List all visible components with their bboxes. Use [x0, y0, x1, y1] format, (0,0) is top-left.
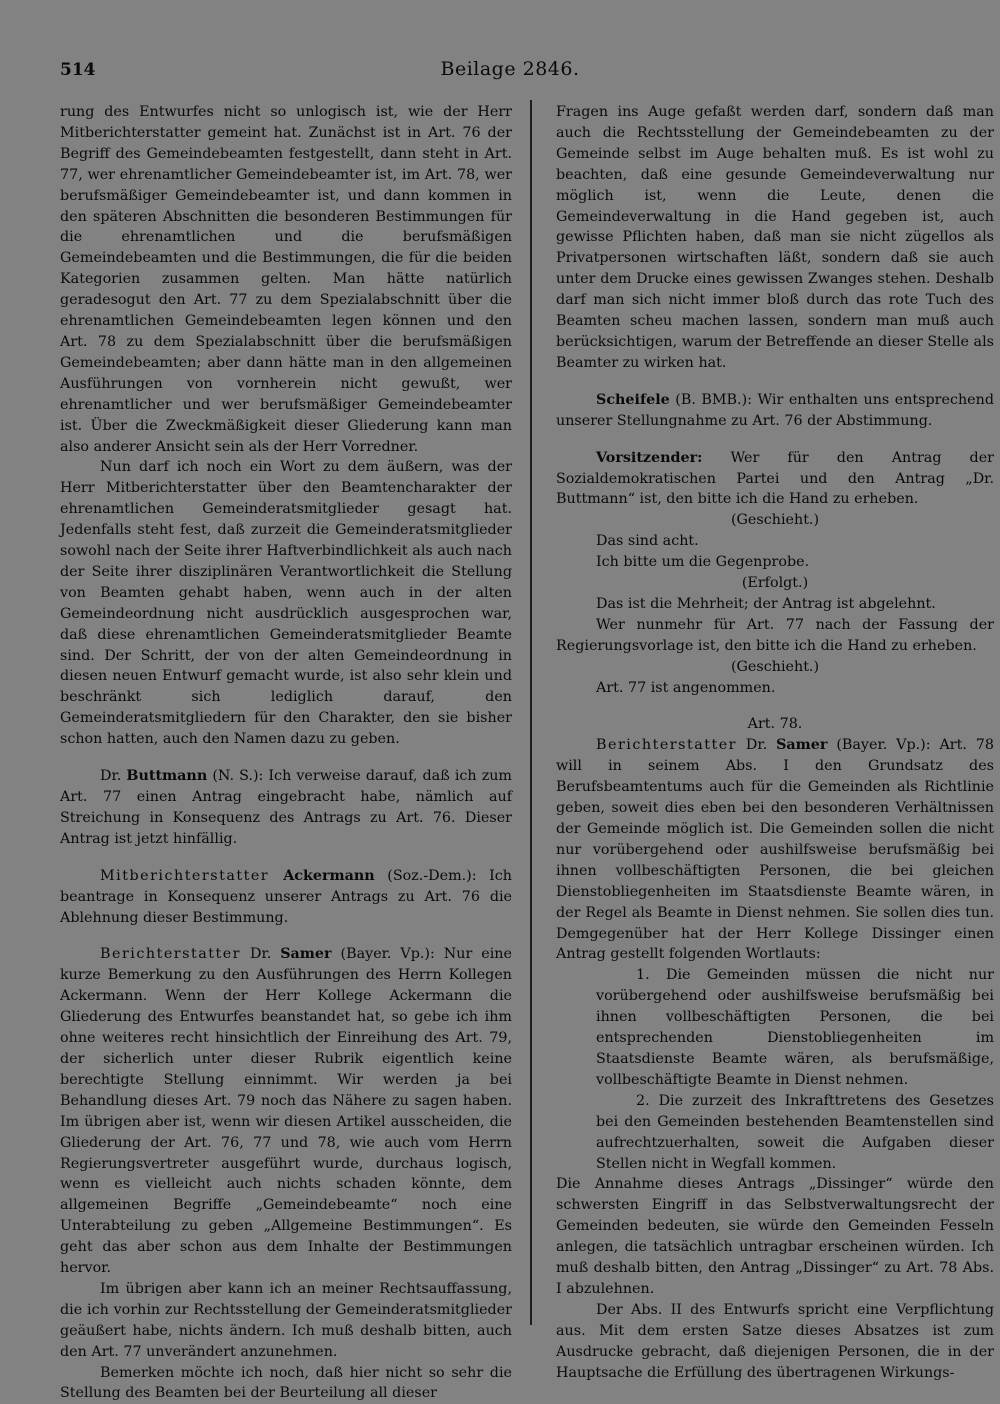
speech-text: Wer für den Antrag der Sozialdemokratischen Partei und den Antrag „Dr. Buttmann“ ist, den bitte ich die Hand zu erheben.	[556, 449, 994, 508]
page-number: 514	[60, 60, 96, 80]
column-divider	[530, 100, 532, 1325]
speaker-paragraph	[60, 766, 512, 850]
procedural-note: (Erfolgt.)	[741, 575, 809, 592]
speech-text: (Soz.-Dem.): Ich beantrage in Konsequenz unserer Antrags zu Art. 76 die Ablehnung dieser Bestimmung.	[60, 867, 512, 926]
speaker-paragraph	[556, 390, 994, 432]
speaker-paragraph	[60, 944, 512, 1279]
right-column	[556, 102, 994, 1383]
speaker-paragraph	[60, 866, 512, 929]
paragraph: Nun darf ich noch ein Wort zu dem äußern, was der Herr Mitberichterstatter über den Beamtencharakter der ehrenamtlichen Gemeinderatsmitglieder gesagt hat. Jedenfalls steht fest, daß zurzeit die Gemeinderatsmitglieder sowohl nach der Seite ihrer Haftverbindlichkeit als auch nach der Seite ihrer disziplinären Verantwortlichkeit die Stellung von Beamten gehabt haben, wenn auch in der alten Gemeindeordnung nicht ausdrücklich ausgesprochen war, daß diese ehrenamtlichen Gemeinderatsmitglieder Beamte sind. Der Schritt, der von der alten Gemeindeordnung in diesen neuen Entwurf gemacht wurde, ist also sehr klein und beschränkt sich lediglich darauf, den Gemeinderatsmitgliedern für den Charakter, den sie bisher schon hatten, auch den Namen dazu zu geben.	[60, 459, 512, 748]
speech-text: (Bayer. Vp.): Nur eine kurze Bemerkung zu den Ausführungen des Herrn Kollegen Ackermann. Wenn der Herr Kollege Ackermann die Gliederung des Entwurfes beanstandet hat, so gebe ich ihm ohne weiteres recht hinsichtlich der Einreihung des Art. 79, der sicherlich unter dieser Rubrik eigentlich keine berechtigte Stellung einnimmt. Wir werden ja bei Behandlung dieses Art. 79 noch das Nähere zu sagen haben. Im übrigen aber ist, wenn wir diesen Artikel ausscheiden, die Gliederung der Art. 76, 77 und 78, wie auch vom Herrn Regierungsvertreter ausgeführt wurde, durchaus logisch, wenn es vielleicht auch nichts schaden könnte, dem allgemeinen Begriffe „Gemeindebeamte“ noch eine Unterabteilung zu geben „Allgemeine Bestimmungen“. Es geht das aber schon aus dem Inhalte der Bestimmungen hervor.	[60, 946, 512, 1277]
speaker-title: Dr.	[241, 946, 281, 963]
article-heading: Art. 78.	[747, 716, 803, 733]
paragraph: Im übrigen aber kann ich an meiner Rechtsauffassung, die ich vorhin zur Rechtsstellung der Gemeinderatsmitglieder geäußert habe, nichts ändern. Ich muß deshalb bitten, auch den Art. 77 unverändert anzunehmen.	[60, 1280, 512, 1360]
speaker-name: Buttmann	[126, 768, 208, 785]
speaker-name: Scheifele	[596, 391, 670, 408]
speaker-role: Berichterstatter	[100, 946, 242, 963]
page-header	[60, 58, 960, 88]
paragraph: Der Abs. II des Entwurfs spricht eine Verpflichtung aus. Mit dem ersten Satze dieses Absatzes ist zum Ausdrucke gebracht, daß diejenigen Personen, die in der Hauptsache die Erfüllung des übertragenen Wirkungs-	[556, 1301, 994, 1381]
paragraph: Fragen ins Auge gefaßt werden darf, sondern daß man auch die Rechtsstellung der Gemeindebeamten zu der Gemeinde selbst im Auge behalten muß. Es ist wohl zu beachten, daß eine gesunde Gemeindeverwaltung nur möglich ist, wenn die Leute, denen die Gemeindeverwaltung in die Hand gegeben ist, auch gewisse Pflichten haben, daß man sie nicht zügellos als Privatpersonen wirtschaften läßt, sondern daß sie auch unter dem Drucke eines gewissen Zwanges stehen. Deshalb darf man sich nicht immer bloß durch das rote Tuch des Beamten scheu machen lassen, sondern man muß auch berücksichtigen, warum der Betreffende an dieser Stelle als Beamter zu wirken hat.	[556, 104, 994, 371]
paragraph: Die Annahme dieses Antrags „Dissinger“ würde den schwersten Eingriff in das Selbstverwaltungsrecht der Gemeinden bedeuten, sie würde den Gemeinden Fesseln anlegen, die tatsächlich untragbar erscheinen würden. Ich muß deshalb bitten, den Antrag „Dissinger“ zu Art. 78 Abs. I abzulehnen.	[556, 1176, 994, 1297]
speech-text: (B. BMB.): Wir enthalten uns entsprechend unserer Stellungnahme zu Art. 76 der Abstimmung.	[556, 391, 994, 429]
paragraph: Wer nunmehr für Art. 77 nach der Fassung der Regierungsvorlage ist, den bitte ich die Hand zu erheben.	[556, 616, 994, 654]
speech-text: (N. S.): Ich verweise darauf, daß ich zum Art. 77 einen Antrag eingebracht habe, nämlich auf Streichung in Konsequenz des Antrags zu Art. 76. Dieser Antrag ist jetzt hinfällig.	[60, 768, 512, 847]
speaker-role: Berichterstatter	[596, 737, 738, 754]
speaker-name: Ackermann	[283, 867, 375, 884]
paragraph: Art. 77 ist angenommen.	[596, 679, 776, 696]
speech-text: (Bayer. Vp.): Art. 78 will in seinem Abs. I den Grundsatz des Berufsbeamtentums auch für die Gemeinden als Richtlinie geben, soweit dies eben bei den besonderen Verhältnissen der Gemeinde möglich ist. Die Gemeinden sollen die nicht nur vorübergehend oder aushilfsweise berufsmäßig bei ihnen vollbeschäftigten Personen, die bei gleichen Dienstobliegenheiten im Staatsdienste Beamte wären, in der Regel als Beamte in Dienst nehmen. Sie sollen dies tun. Demgegenüber hat der Herr Kollege Dissinger einen Antrag gestellt folgenden Wortlauts:	[556, 737, 994, 963]
paragraph: Bemerken möchte ich noch, daß hier nicht so sehr die Stellung des Beamten bei der Beurteilung all dieser	[60, 1364, 512, 1402]
left-column	[60, 102, 512, 1404]
speaker-name: Vorsitzender:	[596, 449, 703, 466]
speaker-name: Samer	[776, 737, 828, 754]
list-item: 1. Die Gemeinden müssen die nicht nur vorübergehend oder aushilfsweise berufsmäßig bei ihnen vollbeschäftigten Personen, die bei entsprechenden Dienstobliegenheiten im Staatsdienste Beamte wären, als berufsmäßige, vollbeschäftigte Beamte in Dienst nehmen.	[596, 967, 994, 1088]
procedural-note: (Geschieht.)	[730, 658, 820, 675]
paragraph: rung des Entwurfes nicht so unlogisch ist, wie der Herr Mitberichterstatter gemeint hat. Zunächst ist in Art. 76 der Begriff des Gemeindebeamten festgestellt, dann steht in Art. 77, wer ehrenamtlicher Gemeindebeamter ist, im Art. 78, wer berufsmäßiger Gemeindebeamter ist, und dann kommen in den späteren Abschnitten die besonderen Bestimmungen für die ehrenamtlichen und die berufsmäßigen Gemeindebeamten und die Bestimmungen, die für die beiden Kategorien zusammen gelten. Man hätte natürlich geradesogut den Art. 77 zu dem Spezialabschnitt über die ehrenamtlichen Gemeindebeamten legen können und den Art. 78 zu dem Spezialabschnitt über die berufsmäßigen Gemeindebeamten; aber dann hätte man in den allgemeinen Ausführungen von vornherein nicht gewußt, wer ehrenamtlicher und wer berufsmäßiger Gemeindebeamter ist. Über die Zweckmäßigkeit dieser Gliederung kann man also anderer Ansicht sein als der Herr Vorredner.	[60, 104, 512, 455]
speaker-title: Dr.	[100, 768, 127, 785]
speaker-title: Dr.	[737, 737, 777, 754]
speaker-name: Samer	[280, 946, 332, 963]
paragraph: Das ist die Mehrheit; der Antrag ist abgelehnt.	[596, 595, 936, 612]
procedural-note: (Geschieht.)	[730, 512, 820, 529]
paragraph: Das sind acht.	[596, 533, 699, 550]
list-item: 2. Die zurzeit des Inkrafttretens des Gesetzes bei den Gemeinden bestehenden Beamtenstellen sind aufrechtzuerhalten, soweit die Aufgaben dieser Stellen nicht in Wegfall kommen.	[596, 1092, 994, 1172]
speaker-paragraph	[556, 448, 994, 511]
speaker-paragraph	[556, 735, 994, 965]
speaker-role: Mitberichterstatter	[100, 867, 284, 884]
paragraph: Ich bitte um die Gegenprobe.	[596, 554, 810, 571]
page-title: Beilage 2846.	[440, 58, 580, 80]
